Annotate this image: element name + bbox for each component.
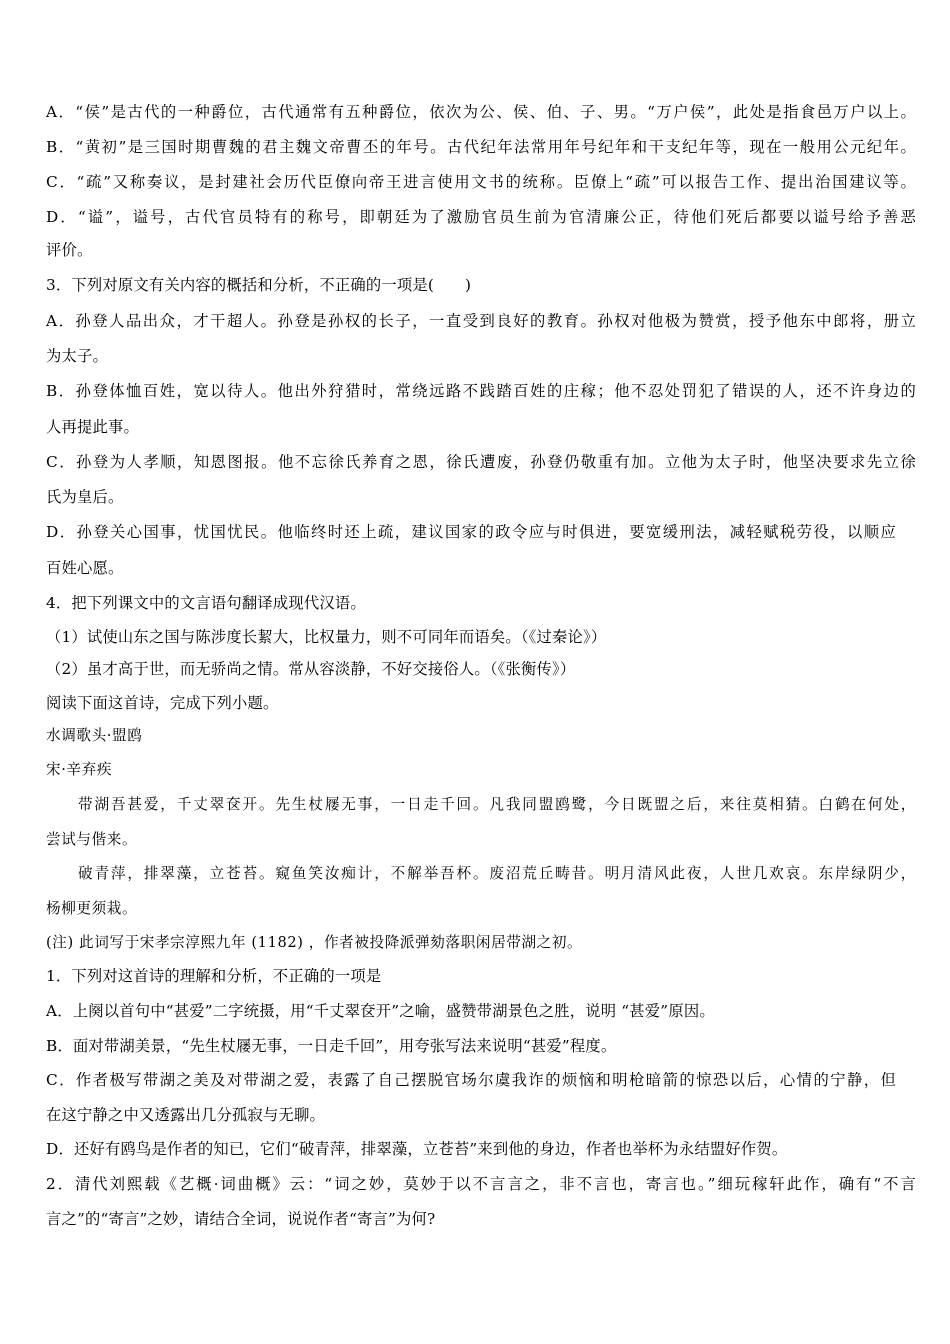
poem-question-1-option-c: C．作者极写带湖之美及对带湖之爱，表露了自己摆脱官场尔虞我诈的烦恼和明枪暗箭的惊恐以后，心情的宁静，但 [46,1071,896,1089]
poem-question-2-stem-continued: 言之”的“寄言”之妙，请结合全词，说说作者“寄言”为何? [46,1210,436,1228]
poem-stanza-2: 破青萍，排翠藻，立苍苔。窥鱼笑汝痴计，不解举吾杯。废沼荒丘畴昔。明月清风此夜，人世几欢哀。东岸绿阴少， [78,865,916,882]
question-3-option-b-continued: 人再提此事。 [46,418,139,436]
question-2-option-a: A．“侯”是古代的一种爵位，古代通常有五种爵位，依次为公、侯、伯、子、男。“万户侯”，此处是指食邑万户以上。 [46,103,916,121]
question-4-stem: 4．把下列课文中的文言语句翻译成现代汉语。 [46,594,366,612]
poem-question-1-option-b: B．面对带湖美景，“先生杖屦无事，一日走千回”，用夸张写法来说明“甚爱”程度。 [46,1037,617,1055]
question-3-option-c-continued: 氏为皇后。 [46,488,124,506]
question-2-option-b: B．“黄初”是三国时期曹魏的君主魏文帝曹丕的年号。古代纪年法常用年号纪年和干支纪年等，现在一般用公元纪年。 [46,138,916,156]
question-3-stem: 3．下列对原文有关内容的概括和分析，不正确的一项是( ) [46,276,472,294]
poem-author: 宋·辛弃疾 [46,761,113,778]
question-2-option-d: D．“谥”，谥号，古代官员特有的称号，即朝廷为了激励官员生前为官清廉公正，待他们死后都要以谥号给予善恶 [46,208,916,226]
question-4-item-2: （2）虽才高于世，而无骄尚之情。常从容淡静，不好交接俗人。（《张衡传》） [46,660,576,678]
poem-question-1-stem: 1．下列对这首诗的理解和分析，不正确的一项是 [46,967,382,985]
poem-question-1-option-d: D．还好有鸥鸟是作者的知已，它们“破青萍，排翠藻，立苍苔”来到他的身边，作者也举杯为永结盟好作贺。 [46,1140,788,1158]
poem-question-1-option-a: A．上阕以首句中“甚爱”二字统摄，用“千丈翠奁开”之喻，盛赞带湖景色之胜，说明 “甚爱”原因。 [46,1002,715,1020]
poem-question-1-option-c-continued: 在这宁静之中又透露出几分孤寂与无聊。 [46,1106,325,1124]
question-3-option-a-continued: 为太子。 [46,347,108,365]
poem-title: 水调歌头·盟鸥 [46,727,143,744]
question-2-option-d-continued: 评价。 [46,241,93,259]
question-3-option-a: A．孙登人品出众，才干超人。孙登是孙权的长子，一直受到良好的教育。孙权对他极为赞赏，授予他东中郎将，册立 [46,312,916,330]
poem-stanza-2-continued: 杨柳更须栽。 [46,900,138,917]
poem-stanza-1-continued: 尝试与偕来。 [46,831,138,848]
poem-stanza-1: 带湖吾甚爱，千丈翠奁开。先生杖屦无事，一日走千回。凡我同盟鸥鹭，今日既盟之后，来往莫相猜。白鹤在何处， [78,796,916,813]
question-2-option-c: C．“疏”又称奏议，是封建社会历代臣僚向帝王进言使用文书的统称。臣僚上“疏”可以报告工作、提出治国建议等。 [46,173,916,191]
question-3-option-d: D．孙登关心国事，忧国忧民。他临终时还上疏，建议国家的政令应与时俱进，要宽缓刑法，减轻赋税劳役，以顺应 [46,523,896,541]
poem-note: (注) 此词写于宋孝宗淳熙九年 (1182) ，作者被投降派弹劾落职闲居带湖之初。 [46,934,583,951]
question-3-option-b: B．孙登体恤百姓，宽以待人。他出外狩猎时，常绕远路不践踏百姓的庄稼；他不忍处罚犯了错误的人，还不许身边的 [46,382,916,400]
question-3-option-d-continued: 百姓心愿。 [46,559,124,577]
question-3-option-c: C．孙登为人孝顺，知恩图报。他不忘徐氏养育之恩，徐氏遭废，孙登仍敬重有加。立他为太子时，他坚决要求先立徐 [46,453,916,471]
poem-question-2-stem: 2．清代刘熙载《艺概·词曲概》云：“词之妙，莫妙于以不言言之，非不言也，寄言也。”细玩稼轩此作，确有“不言 [46,1175,916,1193]
question-4-item-1: （1）试使山东之国与陈涉度长絜大，比权量力，则不可同年而语矣。（《过秦论》） [46,628,607,646]
poem-intro: 阅读下面这首诗，完成下列小题。 [46,694,279,712]
